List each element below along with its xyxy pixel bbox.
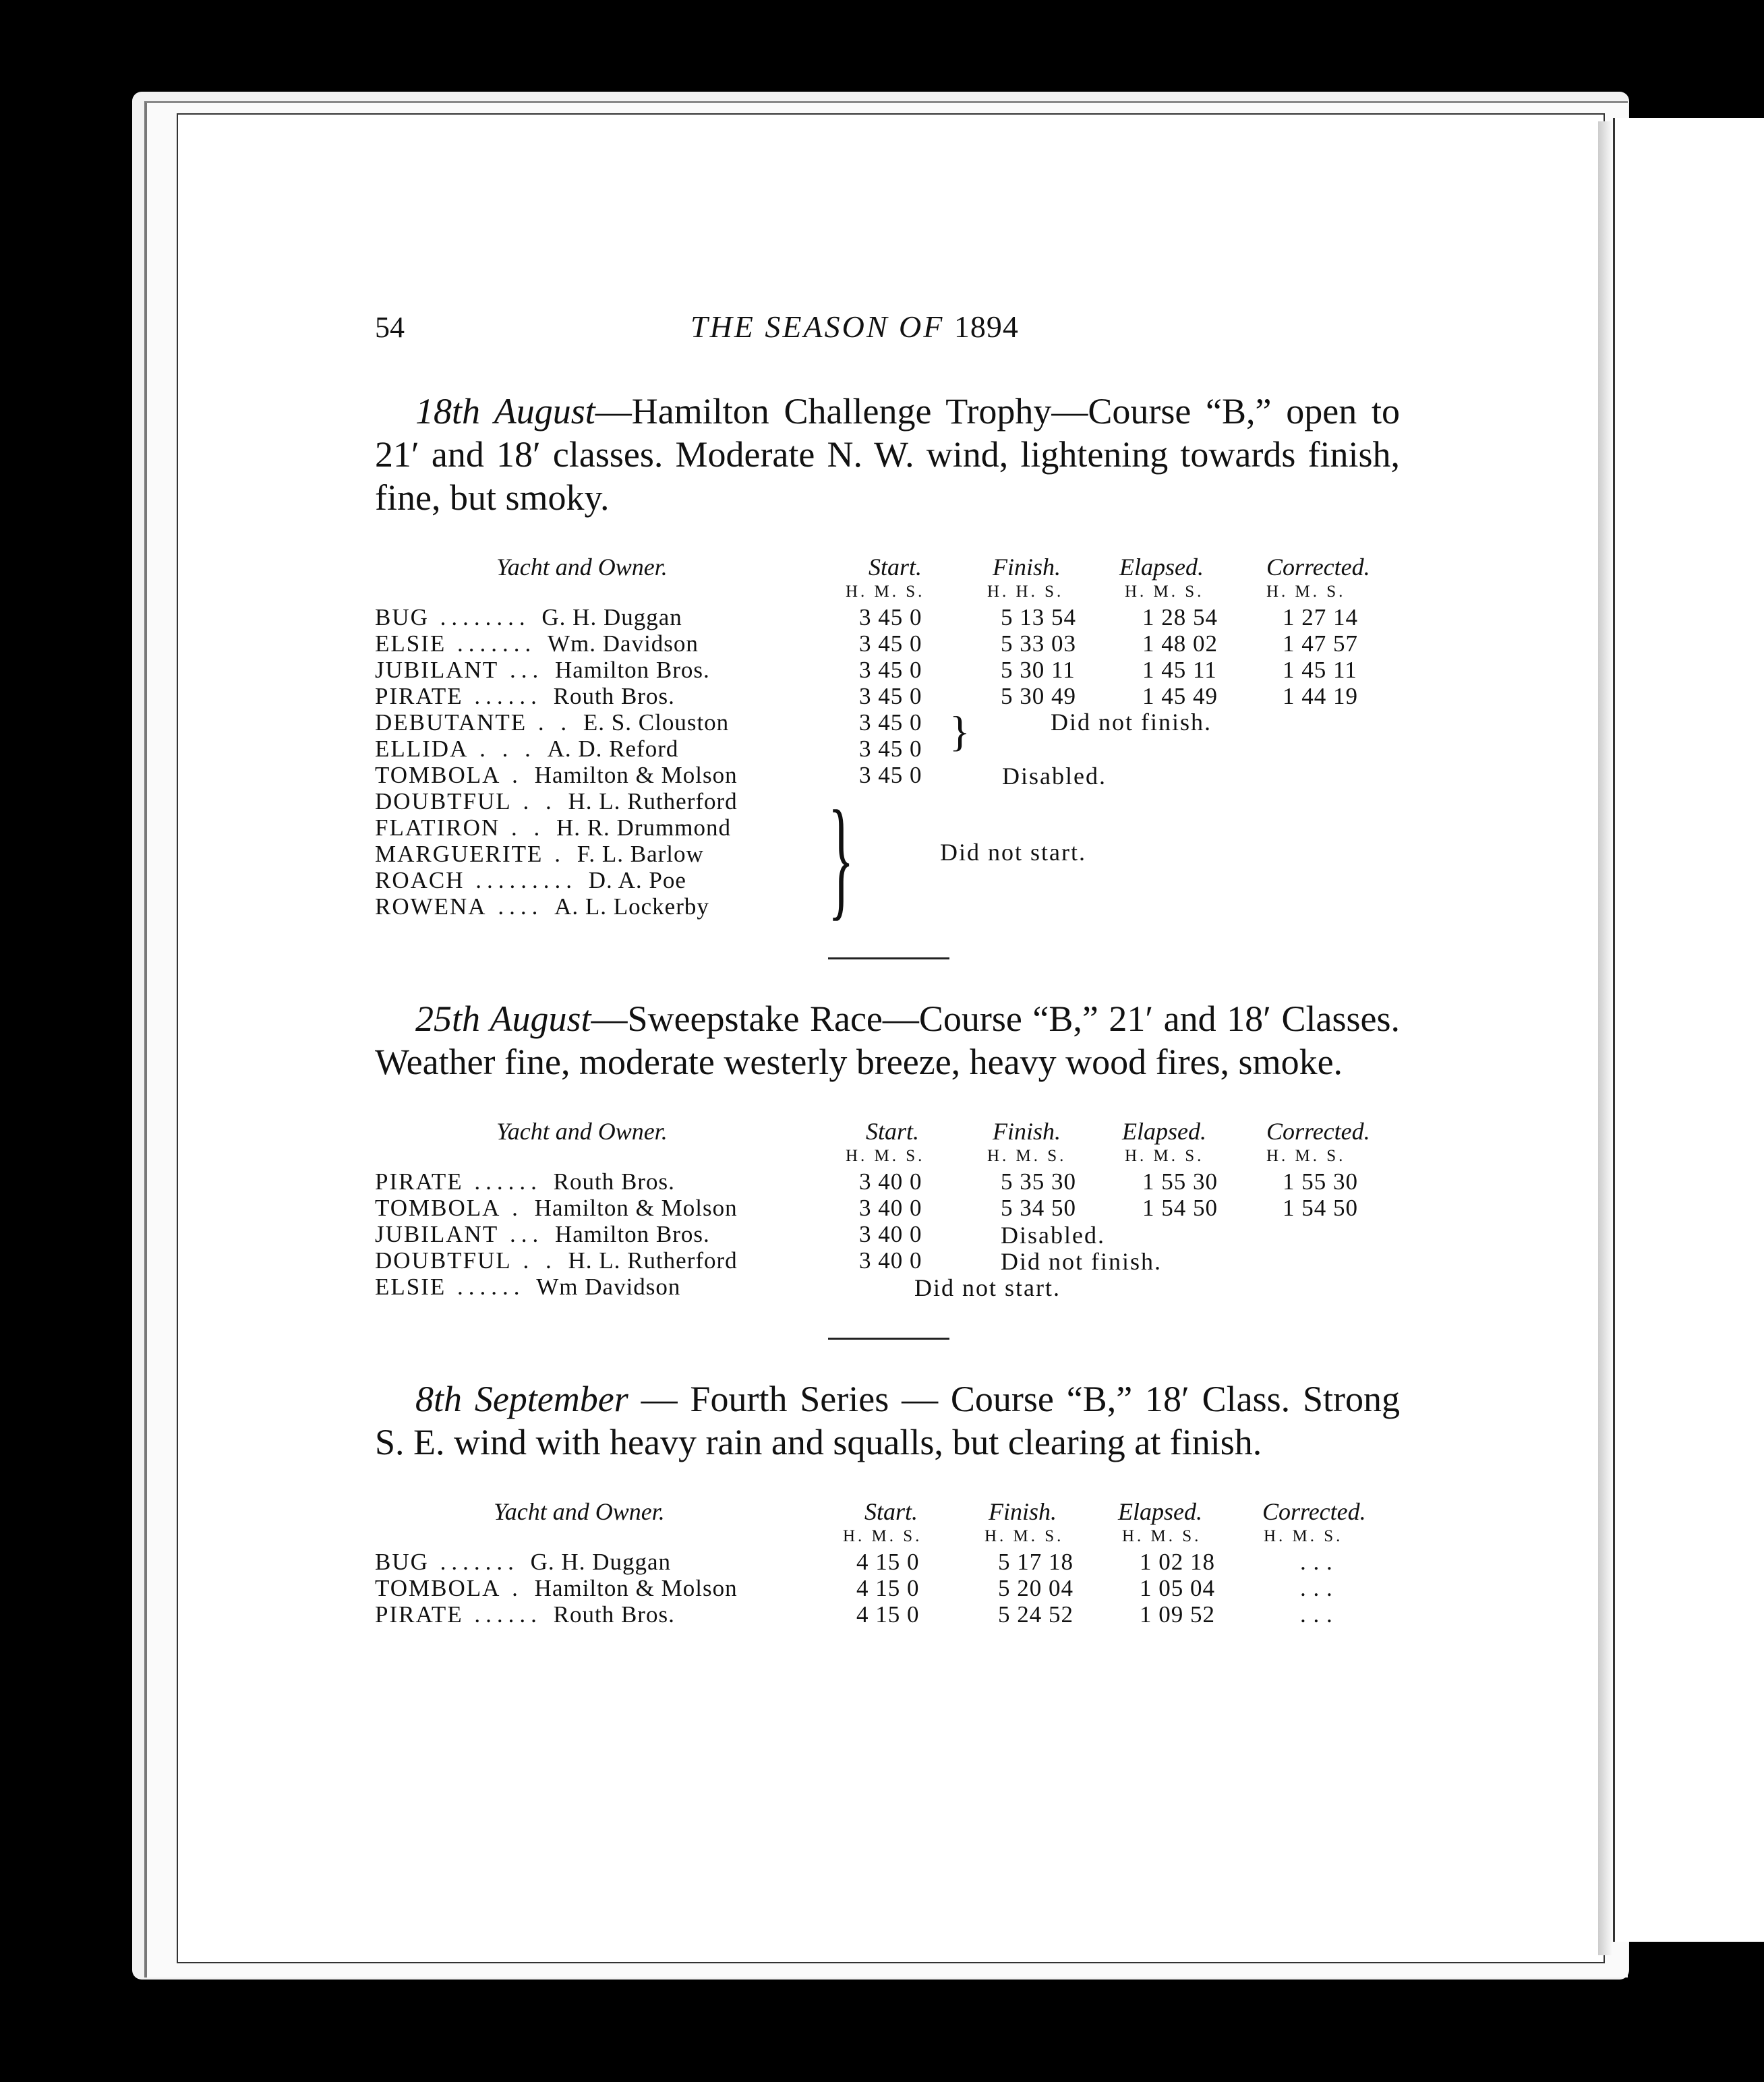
elapsed-time: 1 54 50 xyxy=(1142,1195,1218,1221)
table-row: BUG ....... G. H. Duggan 4 15 0 5 17 18 1 02 18 . . . xyxy=(375,1549,1333,1575)
yacht-name: ROACH xyxy=(375,867,465,893)
corrected-time: 1 44 19 xyxy=(1283,683,1358,709)
yacht-name: DOUBTFUL xyxy=(375,1247,512,1274)
start-time: 3 45 0 xyxy=(859,630,922,657)
sub-elapsed: H. M. S. xyxy=(1125,1147,1204,1165)
table-row: PIRATE ...... Routh Bros. 3 45 0 5 30 49 1 45 49 1 44 19 xyxy=(375,683,1358,709)
table-row: JUBILANT ... Hamilton Bros. 3 40 0 Disabled. xyxy=(375,1221,1105,1249)
table-row: DOUBTFUL . . H. L. Rutherford } xyxy=(375,783,854,932)
finish-time: 5 24 52 xyxy=(998,1601,1074,1628)
col-yacht-owner: Yacht and Owner. xyxy=(496,1118,668,1145)
table-subheader xyxy=(375,1147,1400,1168)
owner-name: Hamilton & Molson xyxy=(534,1575,738,1601)
status-note: Did not start. xyxy=(914,1274,1061,1301)
col-finish: Finish. xyxy=(989,1498,1057,1525)
table-row: TOMBOLA . Hamilton & Molson 3 40 0 5 34 50 1 54 50 1 54 50 xyxy=(375,1195,1358,1221)
sub-corrected: H. M. S. xyxy=(1266,583,1346,601)
sub-finish: H. M. S. xyxy=(984,1527,1064,1545)
owner-name: Hamilton Bros. xyxy=(554,1221,710,1247)
start-time: 3 40 0 xyxy=(859,1195,922,1221)
sub-elapsed: H. M. S. xyxy=(1122,1527,1202,1545)
race-description: —Hamilton Challenge Trophy—Course “B,” open to 21′ and 18′ classes. Moderate N. W. wind, lightening towards finish, fine, but smoky. xyxy=(375,391,1401,518)
owner-name: F. L. Barlow xyxy=(577,841,704,867)
elapsed-time: 1 55 30 xyxy=(1142,1168,1218,1195)
col-start: Start. xyxy=(869,554,922,581)
start-time: 4 15 0 xyxy=(856,1575,920,1601)
race-description: — Fourth Series — Course “B,” 18′ Class. Strong S. E. wind with heavy rain and squalls, but clearing at finish. xyxy=(375,1379,1401,1462)
sub-start: H. M. S. xyxy=(846,583,925,601)
facing-page-edge xyxy=(1613,118,1764,1942)
results-table-8-september xyxy=(375,1497,1400,1628)
owner-name: E. S. Clouston xyxy=(583,709,730,736)
table-row: ROACH ......... D. A. Poe xyxy=(375,867,686,893)
elapsed-time: 1 45 11 xyxy=(1142,657,1217,683)
owner-name: Routh Bros. xyxy=(553,683,675,709)
owner-name: G. H. Duggan xyxy=(530,1549,672,1575)
col-yacht-owner: Yacht and Owner. xyxy=(494,1498,665,1525)
table-row: ROWENA .... A. L. Lockerby xyxy=(375,893,709,920)
race-date: 18th August xyxy=(415,391,595,432)
owner-name: Routh Bros. xyxy=(553,1168,675,1195)
yacht-name: ELLIDA xyxy=(375,736,469,762)
yacht-name: DOUBTFUL xyxy=(375,788,512,814)
yacht-name: TOMBOLA xyxy=(375,1195,501,1221)
table-row: DEBUTANTE . . E. S. Clouston 3 45 0 } Did not finish. xyxy=(375,707,1212,755)
table-row: DOUBTFUL . . H. L. Rutherford 3 40 0 Did not finish. xyxy=(375,1247,1163,1275)
start-time: 4 15 0 xyxy=(856,1549,920,1575)
yacht-name: TOMBOLA xyxy=(375,762,501,788)
sub-corrected: H. M. S. xyxy=(1266,1147,1346,1165)
corrected-time: 1 47 57 xyxy=(1283,630,1358,657)
col-start: Start. xyxy=(866,1118,920,1145)
corrected-time: 1 55 30 xyxy=(1283,1168,1358,1195)
owner-name: Hamilton Bros. xyxy=(554,657,710,683)
start-time: 3 45 0 xyxy=(859,604,922,630)
owner-name: Routh Bros. xyxy=(553,1601,675,1628)
elapsed-time: 1 09 52 xyxy=(1140,1601,1215,1628)
race-date: 8th September xyxy=(415,1379,628,1419)
col-finish: Finish. xyxy=(993,554,1061,581)
elapsed-time: 1 02 18 xyxy=(1140,1549,1215,1575)
finish-time: 5 13 54 xyxy=(1001,604,1076,630)
section-divider xyxy=(828,1338,949,1340)
table-row: TOMBOLA . Hamilton & Molson 3 45 0 Disabled. xyxy=(375,762,1107,790)
did-not-start-note: Did not start. xyxy=(940,839,1086,866)
owner-name: Hamilton & Molson xyxy=(534,1195,738,1221)
book-gutter xyxy=(1598,121,1612,1955)
col-corrected: Corrected. xyxy=(1266,1118,1370,1145)
start-time: 3 40 0 xyxy=(859,1247,922,1274)
corrected-time: 1 27 14 xyxy=(1283,604,1358,630)
table-header xyxy=(375,1497,1400,1527)
race-description: —Sweepstake Race—Course “B,” 21′ and 18′ Classes. Weather fine, moderate westerly breeze, heavy wood fires, smoke. xyxy=(375,999,1400,1082)
race-intro-18-august xyxy=(375,390,1400,519)
finish-time: 5 17 18 xyxy=(998,1549,1074,1575)
race-intro-8-september xyxy=(375,1377,1400,1464)
yacht-name: JUBILANT xyxy=(375,1221,499,1247)
col-finish: Finish. xyxy=(993,1118,1061,1145)
yacht-name: BUG xyxy=(375,604,429,630)
col-elapsed: Elapsed. xyxy=(1122,1118,1206,1145)
sub-corrected: H. M. S. xyxy=(1264,1527,1343,1545)
yacht-name: PIRATE xyxy=(375,1168,463,1195)
table-row: BUG ........ G. H. Duggan 3 45 0 5 13 54 1 28 54 1 27 14 xyxy=(375,604,1358,630)
start-time: 3 45 0 xyxy=(859,683,922,709)
start-time: 3 45 0 xyxy=(859,657,922,683)
col-corrected: Corrected. xyxy=(1266,554,1370,581)
status-note: Did not finish. xyxy=(1001,1248,1163,1275)
running-head xyxy=(375,297,1400,357)
col-yacht-owner: Yacht and Owner. xyxy=(496,554,668,581)
yacht-name: PIRATE xyxy=(375,1601,463,1628)
finish-time: 5 33 03 xyxy=(1001,630,1076,657)
page-content xyxy=(375,297,1400,1628)
section-divider xyxy=(828,957,949,959)
table-header xyxy=(375,1117,1400,1147)
corrected-time: . . . xyxy=(1300,1601,1333,1628)
race-intro-25-august xyxy=(375,997,1400,1083)
finish-time: 5 30 11 xyxy=(1001,657,1076,683)
start-time: 3 45 0 xyxy=(859,736,922,762)
owner-name: H. L. Rutherford xyxy=(568,788,738,814)
finish-time: 5 35 30 xyxy=(1001,1168,1076,1195)
yacht-name: ELSIE xyxy=(375,1274,446,1300)
results-table-18-august xyxy=(375,553,1400,932)
table-row: ELLIDA . . . A. D. Reford 3 45 0 xyxy=(375,736,922,762)
elapsed-time: 1 45 49 xyxy=(1142,683,1218,709)
brace-icon: } xyxy=(828,783,854,932)
did-not-finish-note: Did not finish. xyxy=(1051,709,1212,736)
owner-name: Wm Davidson xyxy=(536,1274,681,1300)
sub-finish: H. H. S. xyxy=(987,583,1064,601)
owner-name: Hamilton & Molson xyxy=(534,762,738,788)
owner-name: D. A. Poe xyxy=(588,867,686,893)
start-time: 3 40 0 xyxy=(859,1168,922,1195)
page-number: 54 xyxy=(375,311,405,344)
disabled-note: Disabled. xyxy=(1002,763,1107,790)
finish-time: 5 34 50 xyxy=(1001,1195,1076,1221)
table-row: MARGUERITE . F. L. Barlow Did not start. xyxy=(375,839,1086,867)
table-row: PIRATE ...... Routh Bros. 3 40 0 5 35 30 1 55 30 1 55 30 xyxy=(375,1168,1358,1195)
owner-name: A. L. Lockerby xyxy=(554,893,709,920)
table-row: FLATIRON . . H. R. Drummond xyxy=(375,814,731,841)
sub-start: H. M. S. xyxy=(843,1527,922,1545)
sub-elapsed: H. M. S. xyxy=(1125,583,1204,601)
elapsed-time: 1 05 04 xyxy=(1140,1575,1215,1601)
start-time: 3 45 0 xyxy=(859,762,922,788)
table-row: ELSIE ....... Wm. Davidson 3 45 0 5 33 03 1 48 02 1 47 57 xyxy=(375,630,1358,657)
sub-finish: H. M. S. xyxy=(987,1147,1067,1165)
col-corrected: Corrected. xyxy=(1262,1498,1366,1525)
yacht-name: PIRATE xyxy=(375,683,463,709)
finish-time: 5 20 04 xyxy=(998,1575,1074,1601)
yacht-name: TOMBOLA xyxy=(375,1575,501,1601)
owner-name: G. H. Duggan xyxy=(541,604,682,630)
owner-name: Wm. Davidson xyxy=(548,630,699,657)
corrected-time: . . . xyxy=(1300,1575,1333,1601)
col-elapsed: Elapsed. xyxy=(1118,1498,1202,1525)
start-time: 4 15 0 xyxy=(856,1601,920,1628)
table-row: TOMBOLA . Hamilton & Molson 4 15 0 5 20 04 1 05 04 . . . xyxy=(375,1575,1333,1601)
yacht-name: JUBILANT xyxy=(375,657,499,683)
table-header xyxy=(375,553,1400,583)
elapsed-time: 1 28 54 xyxy=(1142,604,1218,630)
start-time: 3 40 0 xyxy=(859,1221,922,1247)
yacht-name: ROWENA xyxy=(375,893,487,920)
corrected-time: . . . xyxy=(1300,1549,1333,1575)
running-title: THE SEASON OF 1894 xyxy=(690,309,1019,344)
corrected-time: 1 54 50 xyxy=(1283,1195,1358,1221)
brace-icon: } xyxy=(949,707,971,755)
table-row: JUBILANT ... Hamilton Bros. 3 45 0 5 30 11 1 45 11 1 45 11 xyxy=(375,657,1357,683)
yacht-name: FLATIRON xyxy=(375,814,500,841)
col-elapsed: Elapsed. xyxy=(1119,554,1204,581)
owner-name: H. R. Drummond xyxy=(556,814,731,841)
yacht-name: MARGUERITE xyxy=(375,841,543,867)
owner-name: A. D. Reford xyxy=(547,736,679,762)
elapsed-time: 1 48 02 xyxy=(1142,630,1218,657)
owner-name: H. L. Rutherford xyxy=(568,1247,738,1274)
table-subheader xyxy=(375,583,1400,604)
yacht-name: DEBUTANTE xyxy=(375,709,527,736)
yacht-name: ELSIE xyxy=(375,630,446,657)
yacht-name: BUG xyxy=(375,1549,429,1575)
corrected-time: 1 45 11 xyxy=(1283,657,1357,683)
table-subheader xyxy=(375,1527,1400,1549)
col-start: Start. xyxy=(864,1498,918,1525)
start-time: 3 45 0 xyxy=(859,709,922,736)
status-note: Disabled. xyxy=(1001,1222,1105,1249)
table-row: PIRATE ...... Routh Bros. 4 15 0 5 24 52 1 09 52 . . . xyxy=(375,1601,1333,1628)
race-date: 25th August xyxy=(415,999,591,1039)
table-row: ELSIE ...... Wm Davidson Did not start. xyxy=(375,1274,1061,1301)
results-table-25-august xyxy=(375,1117,1400,1300)
sub-start: H. M. S. xyxy=(846,1147,925,1165)
finish-time: 5 30 49 xyxy=(1001,683,1076,709)
